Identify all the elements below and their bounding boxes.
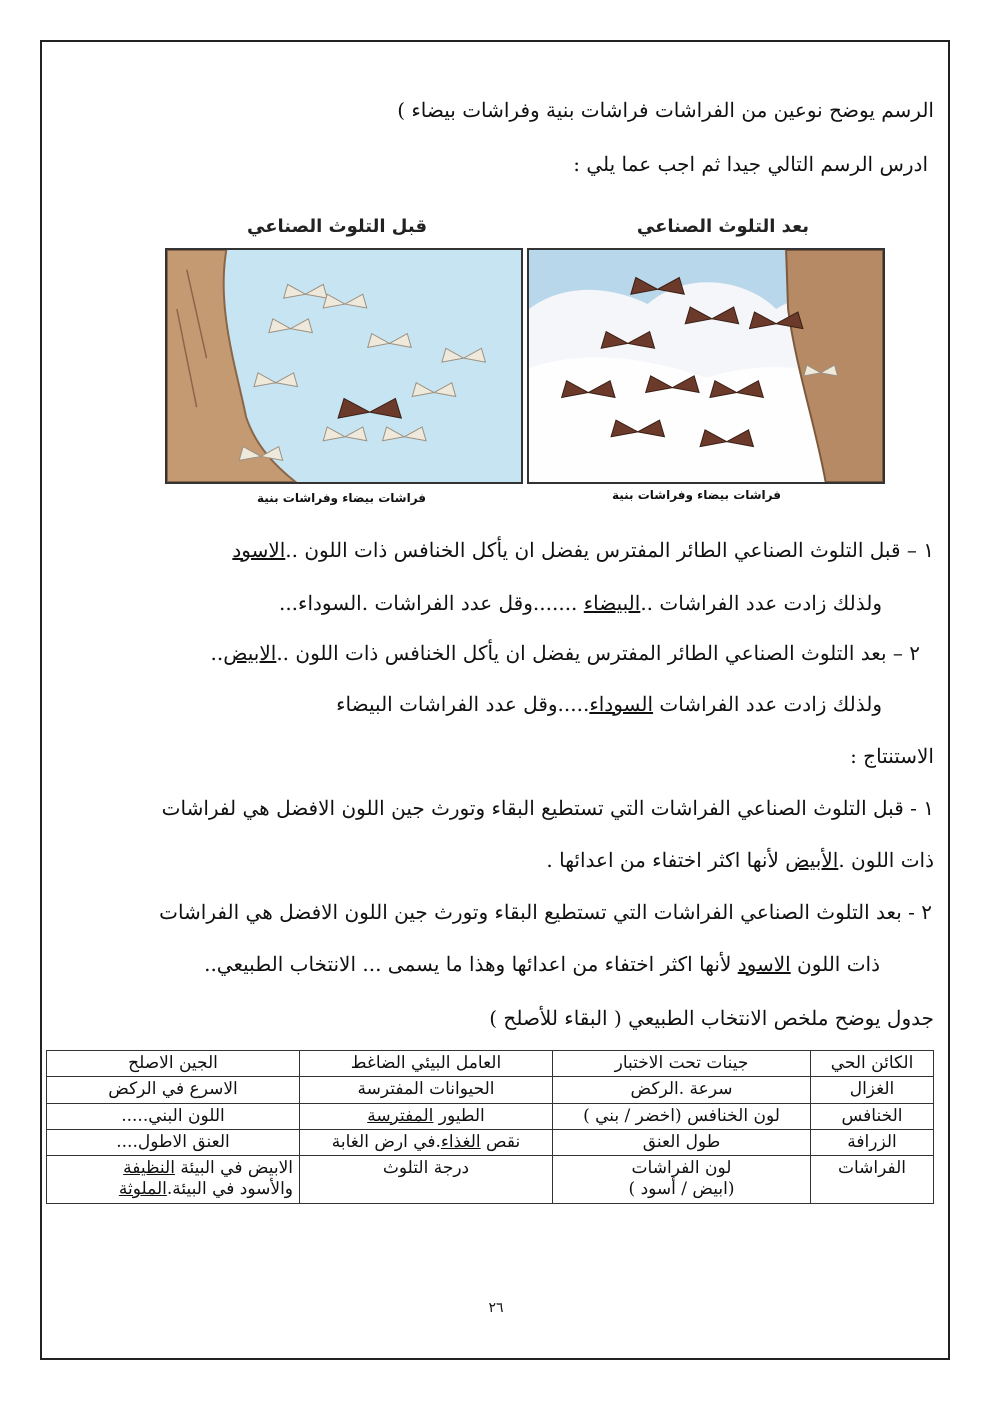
question-1-text: ١ – قبل التلوث الصناعي الطائر المفترس يفضل ان يأكل الخنافس ذات اللون .. [285,538,934,562]
intro-line-1: الرسم يوضح نوعين من الفراشات فراشات بنية وفراشات بيضاء ) [397,98,934,122]
question-1b-text: ولذلك زادت عدد الفراشات .. [640,591,882,615]
cell-best-gene [47,1156,300,1204]
cell-best-text-2: والأسود في البيئة. [166,1179,293,1200]
cell-best-gene: الاسرع في الركض [47,1077,300,1103]
cell-factor-underlined: الغذاء [440,1131,481,1152]
header-genes: جينات تحت الاختبار [553,1051,811,1077]
conclusion-1-tail: لأنها اكثر اختفاء من اعدائها . [546,848,786,872]
after-pollution-scene [529,250,883,482]
cell-organism: الغزال [811,1077,934,1103]
table-row [47,1103,934,1129]
question-2b-text: ولذلك زادت عدد الفراشات [653,692,882,716]
page-number: ٢٦ [488,1300,504,1316]
conclusion-heading: الاستنتاج : [850,744,934,768]
question-1-line-1 [232,538,934,562]
before-pollution-title: قبل التلوث الصناعي [247,216,428,237]
cell-factor [300,1103,553,1129]
cell-factor: الحيوانات المفترسة [300,1077,553,1103]
cell-organism: الخنافس [811,1103,934,1129]
conclusion-1-text: ذات اللون . [838,848,934,872]
table-row [47,1077,934,1103]
question-2-answer: الابيض [223,641,277,665]
conclusion-2-answer: الاسود [737,952,791,976]
before-pollution-scene [167,250,521,482]
header-factor: العامل البيئي الضاغط [300,1051,553,1077]
cell-best-gene: العنق الاطول.... [47,1129,300,1155]
cell-factor-underlined: المفترسة [367,1105,434,1126]
before-pollution-caption: فراشات بيضاء وفراشات بنية [257,491,427,505]
cell-factor: درجة التلوث [300,1156,553,1204]
cell-genes [553,1156,811,1204]
conclusion-2-tail: لأنها اكثر اختفاء من اعدائها وهذا ما يسمى ... الانتخاب الطبيعي.. [204,952,738,976]
table-header-row [47,1051,934,1077]
before-pollution-panel [165,248,523,484]
question-2-tail: .. [210,641,224,665]
question-1-answer: الاسود [232,538,286,562]
question-2b-tail: .....وقل عدد الفراشات البيضاء [336,692,590,716]
question-2-line-2 [336,692,882,716]
cell-factor-text: نقص [480,1131,521,1152]
cell-genes: لون الخنافس (اخضر / بني ) [553,1103,811,1129]
cell-factor-text: الطيور [433,1105,485,1126]
conclusion-2-line-1: ٢ - بعد التلوث الصناعي الفراشات التي تستطيع البقاء وتورث جين اللون الافضل هي الفراشات [159,900,932,924]
table-row [47,1156,934,1204]
cell-genes: سرعة .الركض [553,1077,811,1103]
question-2-line-1 [211,641,920,665]
conclusion-1-line-2 [546,848,934,872]
question-2-text: ٢ – بعد التلوث الصناعي الطائر المفترس يفضل ان يأكل الخنافس ذات اللون .. [276,641,920,665]
industrial-melanism-illustration [165,210,829,510]
question-2b-answer: السوداء [589,692,654,716]
header-best-gene: الجين الاصلح [47,1051,300,1077]
conclusion-1-line-1: ١ - قبل التلوث الصناعي الفراشات التي تستطيع البقاء وتورث جين اللون الافضل هي لفراشات [161,796,934,820]
cell-best-gene: اللون البني..... [47,1103,300,1129]
question-1b-tail: .......وقل عدد الفراشات .السوداء... [278,591,584,615]
conclusion-2-text: ذات اللون [790,952,880,976]
after-pollution-title: بعد التلوث الصناعي [636,216,809,237]
cell-best-underlined-2: الملوثة [118,1179,167,1200]
question-1b-answer: البيضاء [583,591,641,615]
after-pollution-caption: فراشات بيضاء وفراشات بنية [611,488,781,502]
cell-best-text: الابيض في البيئة [174,1158,293,1178]
conclusion-2-line-2 [204,952,880,976]
after-pollution-panel [527,248,885,484]
cell-organism: الزرافة [811,1129,934,1155]
natural-selection-table [46,1050,934,1204]
cell-genes: طول العنق [553,1129,811,1155]
cell-genes-line-1: لون الفراشات [631,1158,732,1178]
cell-factor [300,1129,553,1155]
intro-line-2: ادرس الرسم التالي جيدا ثم اجب عما يلي : [573,152,928,176]
header-organism: الكائن الحي [811,1051,934,1077]
table-row [47,1129,934,1155]
cell-organism: الفراشات [811,1156,934,1204]
question-1-line-2 [279,591,882,615]
cell-best-underlined: النظيفة [123,1158,175,1178]
conclusion-1-answer: الأبيض [785,848,839,872]
table-heading: جدول يوضح ملخص الانتخاب الطبيعي ( البقاء للأصلح ) [489,1006,934,1030]
cell-genes-line-2: (ابيض / أسود ) [628,1179,735,1200]
cell-factor-tail: .في ارض الغابة [331,1131,441,1152]
